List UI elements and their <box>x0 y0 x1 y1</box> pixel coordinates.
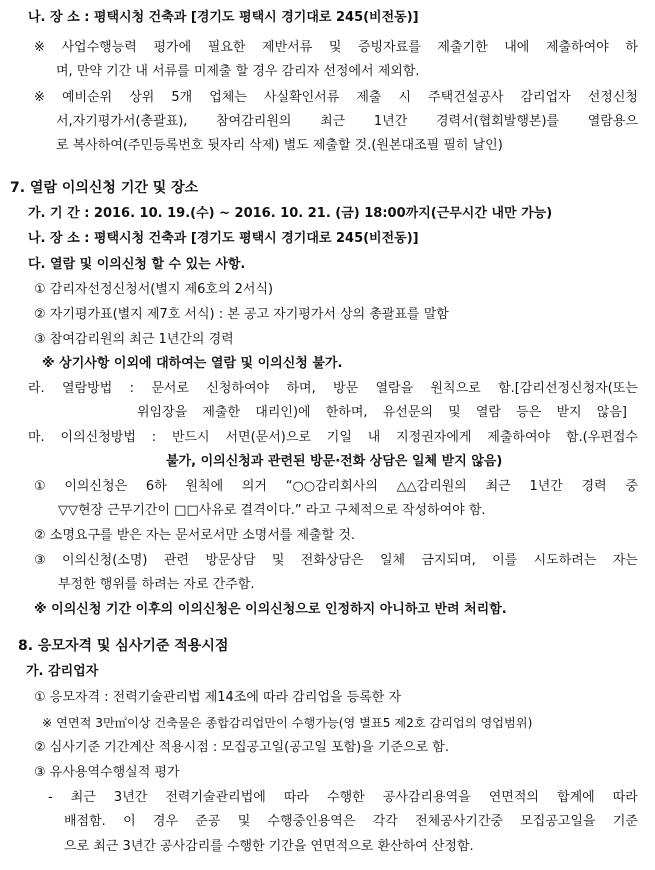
word: 상위 <box>129 90 155 105</box>
word: 제출하여야 <box>545 40 609 55</box>
word: 수행중인용역은 <box>267 814 356 829</box>
word: 경력 <box>581 479 607 494</box>
word: 최근 <box>485 479 511 494</box>
word: 및 <box>448 405 461 420</box>
word: 1년간 <box>373 114 408 129</box>
word: 지정권자에게 <box>396 430 472 445</box>
subheading: 다. 열람 및 이의신청 할 수 있는 사항. <box>28 257 246 272</box>
word: 라. <box>28 381 45 396</box>
venue-line: 나. 장 소 : 평택시청 건축과 [경기도 평택시 경기대로 245(비전동)] <box>28 231 419 246</box>
word: 내에 <box>504 40 530 55</box>
word: 1년간 <box>529 479 563 494</box>
word: 열람방법 <box>62 381 113 396</box>
word: 유선문의 <box>382 405 433 420</box>
list-item: ▽▽현장 근무기간이 □□사유로 결격이다.” 라고 구체적으로 작성하여야 함. <box>58 503 486 518</box>
word: 경력서(협회발행본)를 <box>435 114 560 129</box>
word: 평가에 <box>153 40 192 55</box>
method-line: 불가, 이의신청과 관련된 방문·전화 상담은 일체 받지 않음) <box>166 454 503 469</box>
word: 준공 <box>195 814 221 829</box>
word: : <box>129 381 134 396</box>
word: 열람 <box>475 405 501 420</box>
word: - <box>48 790 53 805</box>
list-item: ③ 유사용역수행실적 평가 <box>34 765 180 780</box>
word: 따라 <box>283 790 309 805</box>
venue-line: 나. 장 소 : 평택시청 건축과 [경기도 평택시 경기대로 245(비전동)] <box>28 10 419 25</box>
word: 내 <box>367 430 381 445</box>
method-line <box>137 403 627 423</box>
word: 제반서류 <box>262 40 313 55</box>
word: 모집공고일을 <box>520 814 596 829</box>
word: 등은 <box>516 405 542 420</box>
word: 함.[감리선정신청자(또는 <box>498 381 638 396</box>
note-line <box>34 38 638 58</box>
method-line <box>28 428 638 448</box>
word: 최근 <box>70 790 96 805</box>
word: 원칙에 <box>185 479 224 494</box>
note-line: ※ 이의신청 기간 이후의 이의신청은 이의신청으로 인정하지 아니하고 반려 처리함. <box>34 602 507 617</box>
word: 3년간 <box>113 790 148 805</box>
word: 경우 <box>152 814 179 829</box>
list-item <box>34 477 638 497</box>
list-item <box>48 788 638 808</box>
note-line <box>56 112 638 132</box>
list-item: ② 소명요구를 받은 자는 문서로서만 소명서를 제출할 것. <box>34 528 355 543</box>
word: 않음] <box>596 405 627 420</box>
list-item: ① 감리자선정신청서(별지 제6호의 2서식) <box>34 282 274 297</box>
note-line: 며, 만약 기간 내 서류를 미제출 할 경우 감리자 선정에서 제외함. <box>56 64 420 79</box>
word: 관련 <box>163 553 189 568</box>
subheading: 가. 감리업자 <box>26 664 99 679</box>
section-heading: 7. 열람 이의신청 기간 및 장소 <box>10 180 199 196</box>
word: 문서로 <box>151 381 189 396</box>
word: 필요한 <box>207 40 246 55</box>
list-item: ① 응모자격 : 전력기술관리법 제14조에 따라 감리업을 등록한 자 <box>34 690 402 705</box>
word: 공사감리용역을 <box>382 790 471 805</box>
word: 및 <box>237 814 251 829</box>
word: 감리업자 <box>520 90 571 105</box>
word: 기일 <box>326 430 352 445</box>
word: ※ <box>34 40 45 55</box>
word: 중 <box>625 479 638 494</box>
word: 원칙으로 <box>430 381 481 396</box>
word: 제출한 <box>202 405 241 420</box>
list-item: 으로 최근 3년간 공사감리를 수행한 기간을 연면적으로 환산하여 산정함. <box>64 839 474 854</box>
word: 각각 <box>372 814 398 829</box>
word: 금지되며, <box>421 553 476 568</box>
method-line <box>28 379 638 399</box>
word: 전력기술관리법에 <box>165 790 266 805</box>
word: 최근 <box>320 114 346 129</box>
word: 방문 <box>333 381 359 396</box>
word: 서,자기평가서(총괄표), <box>56 114 188 129</box>
word: 및 <box>328 40 342 55</box>
word: 합계에 <box>557 790 595 805</box>
word: 선정신청 <box>587 90 638 105</box>
note-line: ※ 연면적 3만㎡이상 건축물은 종합감리업만이 수행가능(영 별표5 제2호 감리업의 영업범위) <box>42 716 533 730</box>
word: 일체 <box>379 553 406 568</box>
word: 시도하려는 <box>533 553 597 568</box>
word: 의거 <box>241 479 267 494</box>
word: 시 <box>398 90 412 105</box>
word: 주택건설공사 <box>428 90 504 105</box>
word: : <box>151 430 157 445</box>
word: 이 <box>123 814 136 829</box>
word: 업체는 <box>209 90 247 105</box>
note-line: 로 복사하여(주민등록번호 뒷자리 삭제) 별도 제출할 것.(원본대조필 필히 날인) <box>56 138 503 153</box>
word: 한하며, <box>325 405 368 420</box>
word: 마. <box>28 430 45 445</box>
word: 하며, <box>286 381 316 396</box>
word: 반드시 <box>171 430 210 445</box>
word: 증빙자료를 <box>358 40 421 55</box>
list-item <box>64 812 638 832</box>
word: 기준 <box>612 814 638 829</box>
word: 및 <box>271 553 285 568</box>
word: 제출하여야 <box>487 430 551 445</box>
word: 받지 <box>556 405 582 420</box>
list-item: ② 자기평가표(별지 제7호 서식) : 본 공고 자기평가서 상의 총괄표를 말함 <box>34 307 449 322</box>
word: 수행한 <box>327 790 365 805</box>
section-heading: 8. 응모자격 및 심사기준 적용시점 <box>18 638 229 654</box>
word: 위임장을 <box>137 405 188 420</box>
word: 예비순위 <box>61 90 113 105</box>
note-line <box>34 88 638 108</box>
list-item: ② 심사기준 기간계산 적용시점 : 모집공고일(공고일 포함)을 기준으로 함. <box>34 740 449 755</box>
word: 참여감리원의 <box>216 114 292 129</box>
word: 이의신청(소명) <box>62 553 148 568</box>
word: 사업수행능력 <box>61 40 137 55</box>
word: 서면(문서)으로 <box>225 430 311 445</box>
word: “○○감리회사의 <box>285 479 378 494</box>
list-item: 부정한 행위를 하려는 자로 간주함. <box>58 577 255 592</box>
word: 하 <box>625 40 638 55</box>
word: 이를 <box>492 553 518 568</box>
word: 방문상담 <box>205 553 256 568</box>
word: 따라 <box>612 790 638 805</box>
list-item: ③ 참여감리원의 최근 1년간의 경력 <box>34 332 234 347</box>
word: 제출 <box>356 90 382 105</box>
word: 제출기한 <box>437 40 488 55</box>
word: 신청하여야 <box>206 381 270 396</box>
word: 6하 <box>145 479 167 494</box>
word: 이의신청방법 <box>60 430 136 445</box>
word: △△감리원의 <box>396 479 467 494</box>
word: 열람용으 <box>587 114 638 129</box>
word: 자는 <box>612 553 638 568</box>
word: 연면적의 <box>488 790 539 805</box>
word: 열람을 <box>375 381 414 396</box>
word: ① <box>34 479 46 494</box>
word: 이의신청은 <box>64 479 128 494</box>
list-item <box>34 551 638 571</box>
note-line: ※ 상기사항 이외에 대하여는 열람 및 이의신청 불가. <box>42 356 343 371</box>
word: 배점함. <box>64 814 106 829</box>
word: ※ <box>34 90 45 105</box>
word: 사실확인서류 <box>263 90 340 105</box>
word: 5개 <box>171 90 193 105</box>
word: ③ <box>34 553 46 568</box>
word: 전체공사기간중 <box>415 814 503 829</box>
period-line: 가. 기 간 : 2016. 10. 19.(수) ~ 2016. 10. 21. (금) 18:00까지(근무시간 내만 가능) <box>28 206 553 221</box>
word: 전화상담은 <box>300 553 364 568</box>
word: 함.(우편접수 <box>565 430 638 445</box>
word: 대리인)에 <box>255 405 311 420</box>
